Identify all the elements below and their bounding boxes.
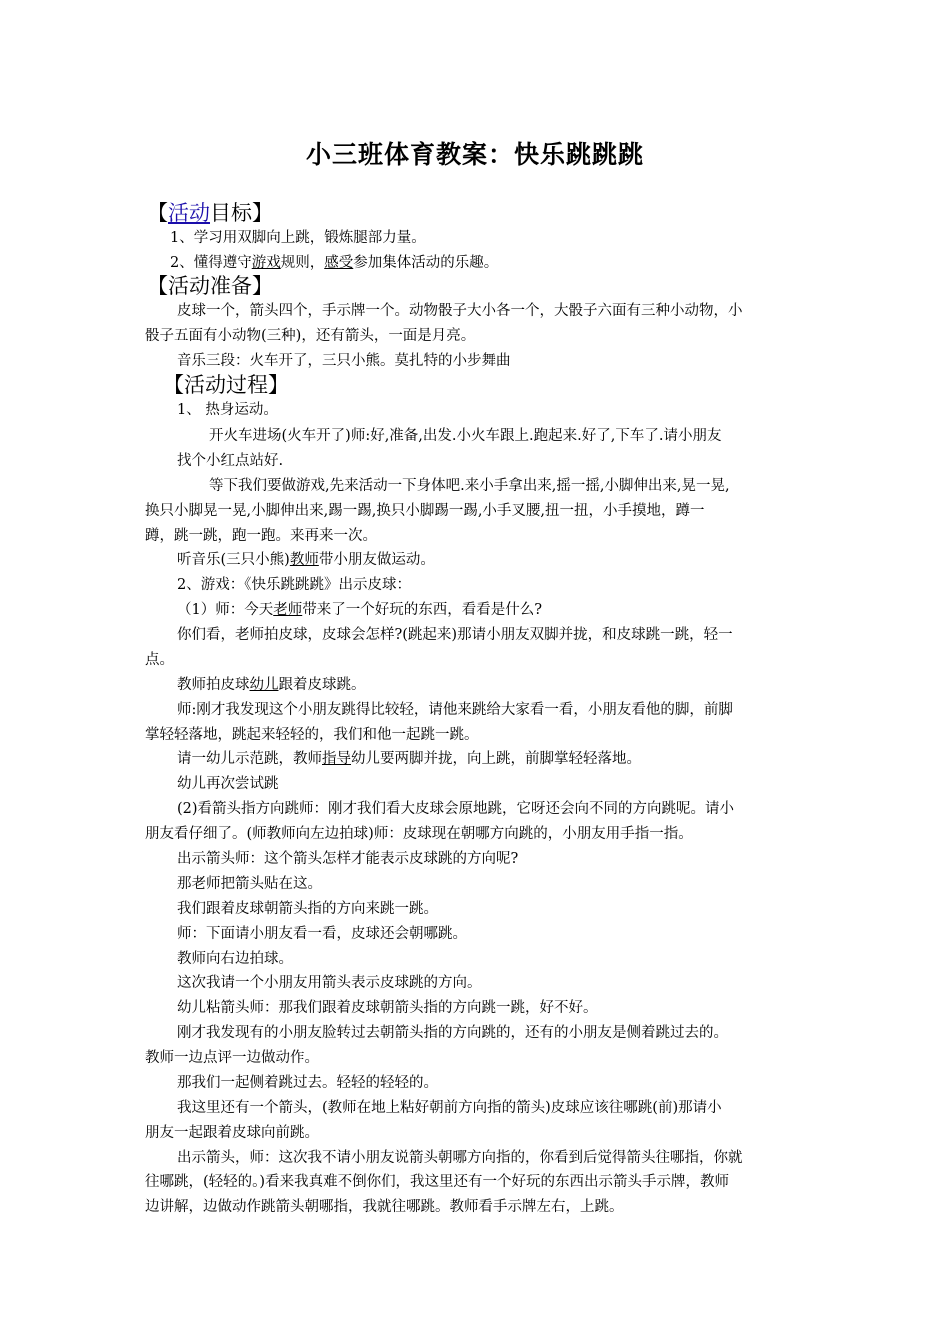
goal-2 [170, 253, 498, 273]
prep-line-2: 骰子五面有小动物(三种)，还有箭头，一面是月亮。 [145, 328, 476, 344]
process-line: 这次我请一个小朋友用箭头表示皮球跳的方向。 [177, 975, 482, 991]
process-line: 出示箭头，师：这次我不请小朋友说箭头朝哪方向指的，你看到后觉得箭头往哪指，你就 [177, 1150, 743, 1166]
goal-1: 1、学习用双脚向上跳，锻炼腿部力量。 [170, 230, 426, 246]
process-line: 幼儿粘箭头师：那我们跟着皮球朝箭头指的方向跳一跳，好不好。 [177, 1000, 598, 1016]
process-line: 点。 [145, 652, 174, 668]
process-line: 教师一边点评一边做动作。 [145, 1050, 319, 1066]
teacher-link-2[interactable]: 老师 [273, 602, 303, 618]
guide-link[interactable]: 指导 [322, 751, 351, 767]
text-span: 带小朋友做运动。 [318, 552, 435, 568]
text-span: 参加集体活动的乐趣。 [353, 255, 499, 271]
process-line: 朋友一起跟着皮球向前跳。 [145, 1125, 319, 1141]
process-line: 师:刚才我发现这个小朋友跳得比较轻，请他来跳给大家看一看，小朋友看他的脚，前脚 [177, 702, 733, 718]
process-line: 找个小红点站好. [177, 453, 284, 469]
text-span: 2、懂得遵守 [170, 255, 252, 271]
text-span: 幼儿要两脚并拢，向上跳，前脚掌轻轻落地。 [351, 751, 641, 767]
process-line: 边讲解，边做动作跳箭头朝哪指，我就往哪跳。教师看手示牌左右，上跳。 [145, 1199, 624, 1215]
process-line: (2)看箭头指方向跳师：刚才我们看大皮球会原地跳，它呀还会向不同的方向跳呢。请小 [177, 801, 735, 817]
text-span: 规则， [280, 255, 325, 271]
process-line [177, 600, 542, 620]
process-line: 那我们一起侧着跳过去。轻轻的轻轻的。 [177, 1075, 438, 1091]
process-line: 蹲，跳一跳，跑一跑。来再来一次。 [145, 528, 377, 544]
process-line: 刚才我发现有的小朋友脸转过去朝箭头指的方向跳的，还有的小朋友是侧着跳过去的。 [177, 1025, 728, 1041]
text-span: 请一幼儿示范跳，教师 [177, 751, 322, 767]
text-span: 听音乐(三只小熊) [177, 552, 290, 568]
prep-line-1: 皮球一个，箭头四个，手示牌一个。动物骰子大小各一个，大骰子六面有三种小动物，小 [177, 303, 743, 319]
process-line: 掌轻轻落地，跳起来轻轻的，我们和他一起跳一跳。 [145, 727, 479, 743]
process-line: 我这里还有一个箭头，(教师在地上粘好朝前方向指的箭头)皮球应该往哪跳(前)那请小 [177, 1100, 722, 1116]
process-line: 师：下面请小朋友看一看，皮球还会朝哪跳。 [177, 926, 467, 942]
section-heading-prep: 【活动准备】 [147, 274, 273, 298]
process-line: 朋友看仔细了。(师教师向左边拍球)师：皮球现在朝哪方向跳的，小朋友用手指一指。 [145, 826, 693, 842]
activity-link[interactable]: 活动 [168, 201, 210, 225]
text-span: （1）师：今天 [177, 602, 274, 618]
text-span: 教师拍皮球 [177, 677, 250, 693]
process-line: 幼儿再次尝试跳 [177, 776, 279, 792]
page-title: 小三班体育教案：快乐跳跳跳 [305, 140, 644, 169]
process-line: 换只小脚晃一晃,小脚伸出来,踢一踢,换只小脚踢一踢,小手叉腰,扭一扭，小手摸地，蹲一 [145, 503, 705, 519]
game-link[interactable]: 游戏 [251, 255, 281, 271]
process-line: 那老师把箭头贴在这。 [177, 876, 322, 892]
prep-line-3: 音乐三段：火车开了，三只小熊。莫扎特的小步舞曲 [177, 353, 511, 369]
process-line: 出示箭头师：这个箭头怎样才能表示皮球跳的方向呢? [177, 851, 519, 867]
child-link[interactable]: 幼儿 [249, 677, 279, 693]
process-line: 我们跟着皮球朝箭头指的方向来跳一跳。 [177, 901, 438, 917]
text-span: 跟着皮球跳。 [278, 677, 366, 693]
process-line: 1、 热身运动。 [177, 402, 278, 418]
section-heading-process: 【活动过程】 [163, 373, 289, 397]
process-line: 开火车进场(火车开了)师:好,准备,出发.小火车跟上.跑起来.好了,下车了.请小朋友 [209, 428, 722, 444]
bracket-open: 【 [147, 201, 168, 225]
process-line: 往哪跳，(轻轻的。)看来我真难不倒你们，我这里还有一个好玩的东西出示箭头手示牌，教师 [145, 1174, 730, 1190]
heading-rest: 目标】 [210, 201, 273, 225]
process-line: 2、游戏：《快乐跳跳跳》出示皮球： [177, 577, 411, 593]
process-line: 等下我们要做游戏,先来活动一下身体吧.来小手拿出来,摇一摇,小脚伸出来,晃一晃, [209, 478, 730, 494]
teacher-link[interactable]: 教师 [289, 552, 319, 568]
section-heading-goals [147, 199, 273, 227]
text-span: 带来了一个好玩的东西，看看是什么? [302, 602, 543, 618]
process-line: 教师向右边拍球。 [177, 951, 293, 967]
process-line [177, 550, 435, 570]
process-line [177, 675, 366, 695]
process-line [177, 749, 641, 769]
feel-link[interactable]: 感受 [324, 255, 354, 271]
process-line: 你们看，老师拍皮球，皮球会怎样?(跳起来)那请小朋友双脚并拢，和皮球跳一跳，轻一 [177, 627, 733, 643]
